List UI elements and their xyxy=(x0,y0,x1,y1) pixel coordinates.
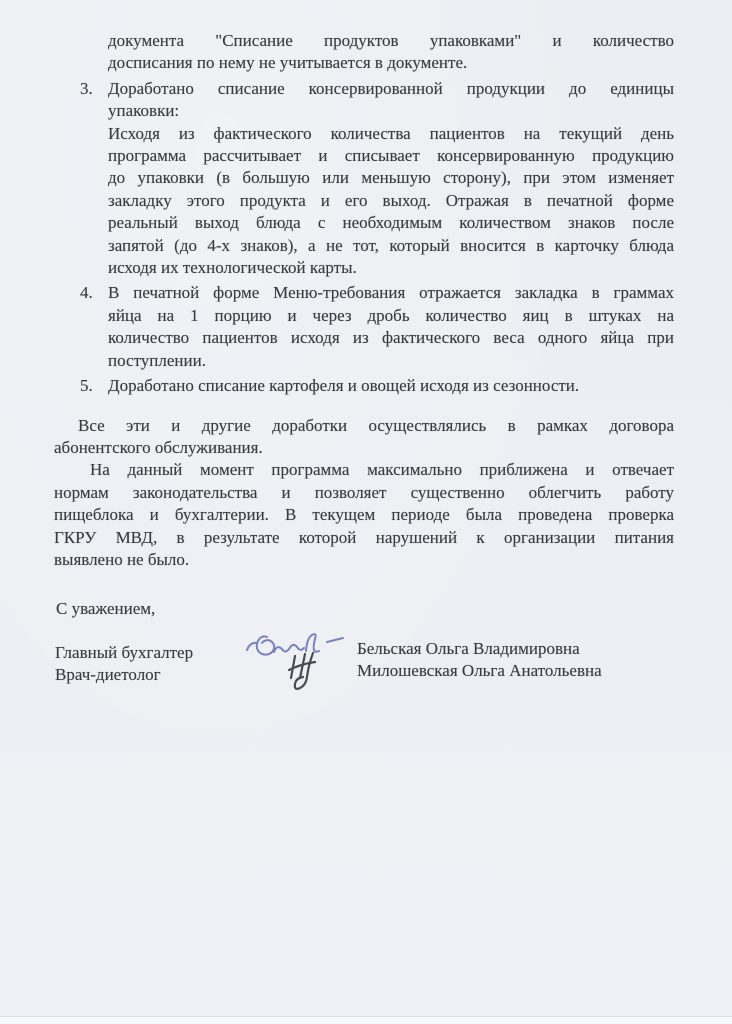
signatory-names xyxy=(357,638,602,683)
text-line: реальный выход блюда с необходимым количеством знаков после xyxy=(108,213,674,233)
text-line: упаковки: xyxy=(108,101,180,121)
text-line: пищеблока и бухгалтерии. В текущем периоде была проведена проверка xyxy=(54,505,674,525)
paragraph-continuation xyxy=(108,30,674,75)
text-line: поступлении. xyxy=(108,350,206,370)
text-line: Доработано списание картофеля и овощей исходя из сезонности. xyxy=(108,376,580,396)
text-line: нормам законодательства и позволяет существенно облегчить работу xyxy=(54,482,674,502)
list-number: 4. xyxy=(80,283,93,303)
signatory-name: Милошевская Ольга Анатольевна xyxy=(357,661,602,681)
list-number: 3. xyxy=(80,78,93,98)
list-item-text xyxy=(108,78,674,123)
text-line: Доработано списание консервированной продукции до единицы xyxy=(108,78,674,98)
paragraph-summary xyxy=(54,415,674,460)
text-line: Все эти и другие доработки осуществлялись в рамках договора xyxy=(78,415,674,435)
signatory-role: Главный бухгалтер xyxy=(55,642,194,662)
closing-salutation: С уважением, xyxy=(56,599,156,619)
text-line: абонентского обслуживания. xyxy=(54,437,263,457)
text-line: На данный момент программа максимально приближена и отвечает xyxy=(90,460,674,480)
text-line: количество пациентов исходя из фактического веса одного яйца при xyxy=(108,328,674,348)
list-item-subparagraph xyxy=(108,123,674,280)
text-line: запятой (до 4-х знаков), а не тот, который вносится в карточку блюда xyxy=(108,235,674,255)
text-line: Исходя из фактического количества пациентов на текущий день xyxy=(108,123,674,143)
list-number: 5. xyxy=(80,376,93,396)
text-line: документа "Списание продуктов упаковками" и количество xyxy=(108,31,674,50)
text-line: досписания по нему не учитывается в документе. xyxy=(108,53,468,73)
numbered-list xyxy=(0,78,732,398)
text-line: закладку этого продукта и его выход. Отражая в печатной форме xyxy=(108,190,674,210)
list-item-3 xyxy=(0,78,732,280)
list-item-text xyxy=(108,282,674,372)
text-line: ГКРУ МВД, в результате которой нарушений к организации питания xyxy=(54,527,674,547)
signatory-name: Бельская Ольга Владимировна xyxy=(357,638,580,658)
list-item-5 xyxy=(0,375,732,397)
signature-block xyxy=(55,638,732,762)
list-item-4 xyxy=(0,282,732,372)
list-item-text xyxy=(108,375,674,397)
text-line: до упаковки (в большую или меньшую сторону), при этом изменяет xyxy=(108,168,674,188)
text-line: яйца на 1 порцию и через дробь количество яиц в штуках на xyxy=(108,305,674,325)
text-line: программа рассчитывает и списывает консервированную продукцию xyxy=(108,146,674,166)
scanner-page-edge xyxy=(0,1016,732,1024)
signatory-role: Врач-диетолог xyxy=(55,665,161,685)
text-line: выявлено не было. xyxy=(54,549,190,569)
text-line: В печатной форме Меню-требования отражается закладка в граммах xyxy=(108,283,674,303)
paragraph-conclusion xyxy=(54,459,674,571)
text-line: исходя их технологической карты. xyxy=(108,258,357,278)
